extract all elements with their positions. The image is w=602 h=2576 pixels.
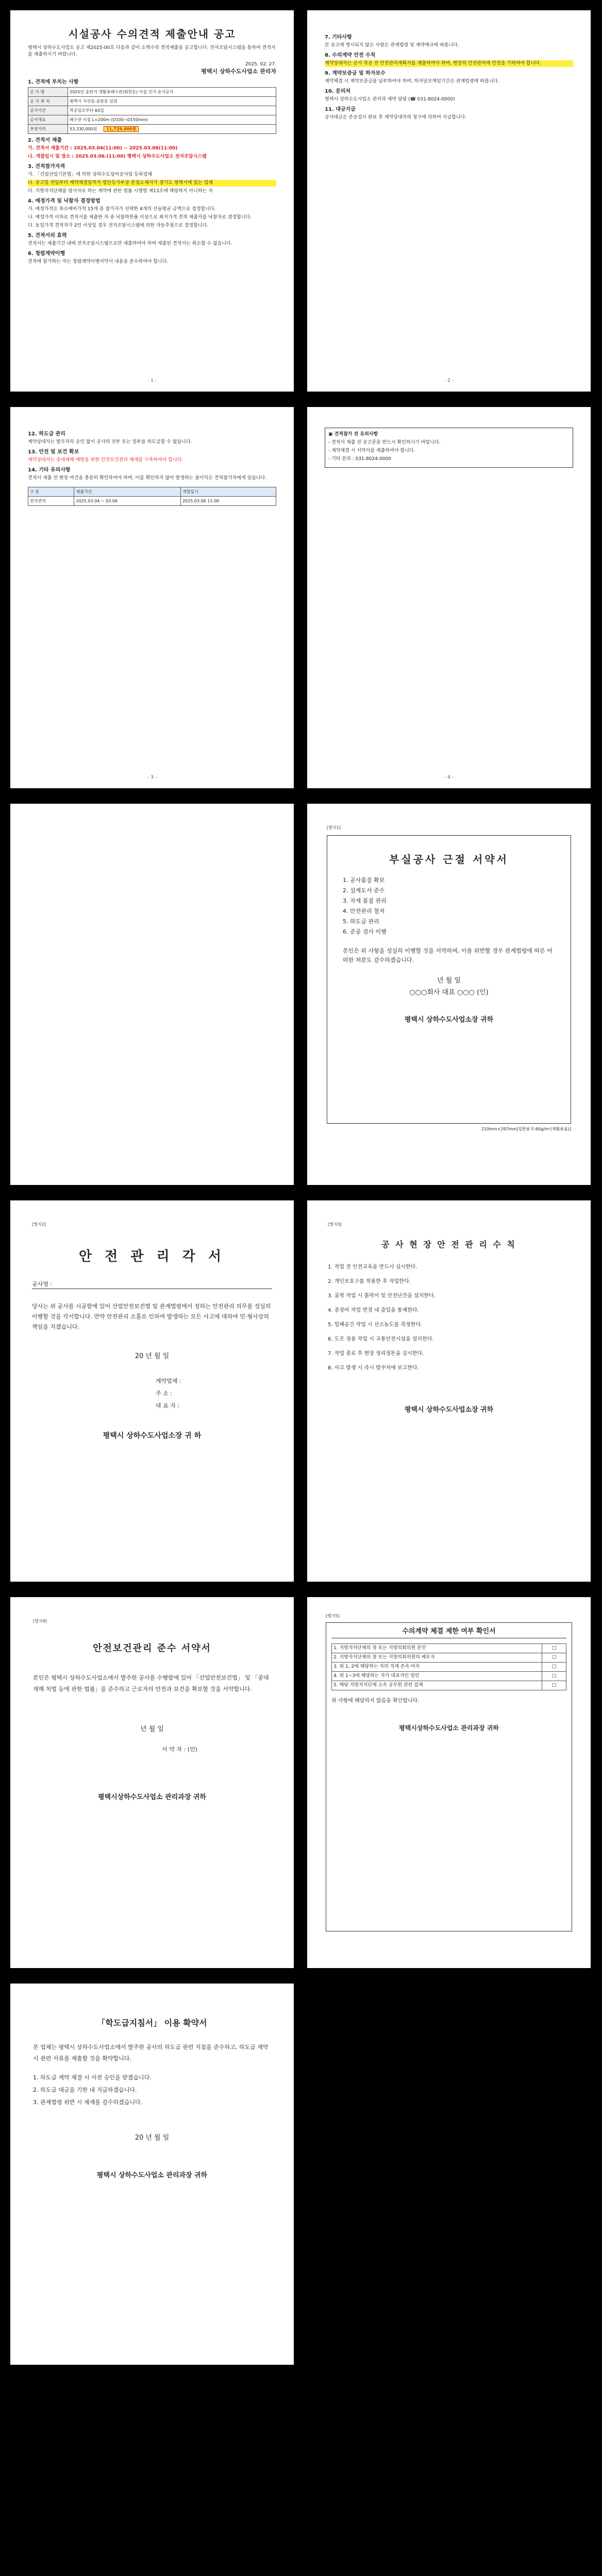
notice-title: 시설공사 수의견적 제출안내 공고 (68, 28, 236, 40)
list-item: 4. 중장비 작업 반경 내 출입을 통제한다. (328, 1308, 419, 1313)
form-label: [별지3] (328, 1222, 342, 1227)
safety-title: 안 전 관 리 각 서 (79, 1249, 225, 1264)
health-text: 본인은 평택시 상하수도사업소에서 발주한 공사를 수행함에 있어 「산업안전보건법」 및 「중대재해 처벌 등에 관한 법률」을 준수하고 근로자의 안전과 보건을 확보할 것을 서약합니다. (33, 1674, 269, 1692)
list-item: 8. 사고 발생 시 즉시 발주처에 보고한다. (328, 1365, 419, 1371)
opening-time: 나. 개찰일시 및 장소 : 2025.03.06.(11:00) 평택시 상하수도사업소 전자조달시스템 (28, 154, 207, 159)
project-table (28, 87, 276, 134)
subcontract-text: 본 업체는 평택시 상하수도사업소에서 발주한 공사의 하도급 관련 지침을 준수하고, 하도급 계약 시 관련 서류를 제출할 것을 확약합니다. (33, 2044, 269, 2062)
form-label: [별지5] (326, 1614, 340, 1618)
safety-recipient: 평택시 상하수도사업소장 귀 하 (103, 1432, 202, 1440)
checklist-table (331, 1643, 566, 1690)
safety-text: 당사는 위 공사를 시공함에 있어 산업안전보건법 및 관계법령에서 정하는 안전관리 의무를 성실히 이행할 것을 각서합니다. 만약 안전관리 소홀로 인하여 발생하는 모든 사고에 대하여 민·형사상의 책임을 지겠습니다. (32, 1303, 271, 1330)
subcontract-recipient: 평택시 상하수도사업소 관리과장 귀하 (96, 2172, 208, 2179)
table-row: 공 사 위 치 평택시 지산동·송탄동 일원 (28, 97, 276, 106)
checkbox[interactable]: □ (542, 1644, 566, 1653)
page-number: - 2 - (444, 378, 454, 383)
list-item: 5. 하도급 관리 (343, 918, 379, 925)
award-line: 다. 동일가격 견적자가 2인 이상일 경우 전자조달시스템에 의한 자동추첨으로 결정합니다. (28, 223, 209, 228)
page-number: - 1 - (147, 378, 157, 383)
health-pledge-page (10, 1597, 294, 1968)
table-row: 추정가격 53,330,000원 11,729,000원 (28, 125, 276, 134)
section-2-heading: 2. 견적서 제출 (28, 138, 62, 143)
payment-line: 공사대금은 준공검사 완료 후 계약상대자의 청구에 의하여 지급합니다. (325, 115, 467, 120)
section-6-heading: 6. 청렴계약이행 (28, 251, 65, 257)
submission-period: 가. 견적서 제출기간 : 2025.03.04(11:00) ~ 2025.03.06(11:00) (28, 146, 178, 151)
checklist-note: 위 사항에 해당하지 않음을 확인합니다. (331, 1698, 420, 1704)
site-rules-title: 공 사 현 장 안 전 관 리 수 칙 (381, 1240, 516, 1249)
table-row: 4. 위 1~3에 해당하는 자가 대표자인 법인 □ (332, 1672, 566, 1681)
notice-page-2 (307, 10, 591, 392)
form-label: [별지4] (33, 1619, 47, 1623)
health-signer: 서 약 자 : (인) (162, 1746, 197, 1753)
table-row: 2. 지방자치단체의 장 또는 지방의회의원의 배우자 □ (332, 1653, 566, 1663)
page-number: - 3 - (147, 775, 157, 780)
estimated-price: 53,330,000원 (70, 127, 97, 131)
section-13-heading: 13. 안전 및 보건 확보 (28, 449, 79, 455)
section-8-heading: 8. 수의계약 안전 수칙 (325, 53, 376, 58)
health-recipient: 평택시상하수도사업소 관리과장 귀하 (98, 1793, 206, 1801)
section-7-heading: 7. 기타사항 (325, 35, 352, 40)
checkbox[interactable]: □ (542, 1681, 566, 1690)
list-item: 7. 작업 종료 후 현장 정리정돈을 실시한다. (328, 1351, 424, 1357)
list-item: 5. 밀폐공간 작업 시 산소농도를 측정한다. (328, 1322, 423, 1328)
list-item: 1. 공사품질 확보 (343, 877, 385, 884)
pledge-title: 부실공사 근절 서약서 (389, 853, 509, 866)
table-row: 공사기간 착공일로부터 60일 (28, 106, 276, 115)
checkbox[interactable]: □ (542, 1672, 566, 1681)
highlighted-price: 11,729,000원 (104, 126, 139, 132)
award-line: 가. 예정가격은 복수예비가격 15개 중 참가자가 선택한 4개의 산술평균 금액으로 결정합니다. (28, 207, 216, 212)
notice-date: 2025. 02. 27. (245, 62, 276, 67)
safety-pledge-page (10, 1200, 294, 1582)
integrity-line: 견적에 참가하는 자는 청렴계약이행서약서 내용을 준수하여야 합니다. (28, 259, 169, 264)
safety-line: 계약상대자는 공사 착공 전 안전관리계획서를 제출하여야 하며, 현장의 안전관리에 만전을 기하여야 합니다. (325, 60, 573, 67)
form-label: [별지2] (32, 1222, 46, 1227)
notice-intro: 평택시 상하수도사업소 공고 제2025-00호 다음과 같이 소액수의 견적제출을 공고합니다. 전자조달시스템을 통하여 견적서를 제출하시기 바랍니다. (28, 45, 276, 57)
table-row: 5. 해당 지방자치단체 소속 공무원 관련 업체 □ (332, 1681, 566, 1690)
poor-construction-pledge-page (10, 804, 294, 1185)
health-line: 계약상대자는 중대재해 예방을 위한 안전보건관리 체계를 구축하여야 합니다. (28, 457, 183, 463)
caution-line: 견적서 제출 전 현장 여건을 충분히 확인하여야 하며, 이를 확인하지 않아 발생하는 불이익은 견적참가자에게 있습니다. (28, 476, 267, 481)
section-1-heading: 1. 견적에 부치는 사항 (28, 79, 79, 85)
contact-line: 평택시 상하수도사업소 관리과 계약 담당 (☎ 031-8024-0000) (325, 97, 455, 102)
notice-page-4 (307, 407, 591, 788)
section-14-heading: 14. 기타 유의사항 (28, 467, 71, 473)
subcontract-pledge-page (10, 1984, 294, 2365)
pledge-signer: ○○○회사 대표 ○○○ (인) (409, 989, 489, 996)
table-row: 구 분 제출기간 개찰일시 (28, 487, 276, 497)
bond-line: 계약체결 시 계약보증금을 납부하여야 하며, 하자담보책임기간은 관계법령에 따릅니다. (325, 79, 499, 84)
section-5-heading: 5. 견적서의 효력 (28, 233, 67, 239)
list-item: 3. 자재 품질 관리 (343, 897, 387, 904)
page-number: - 4 - (444, 775, 454, 780)
qualification-line: 나. 공고일 전일부터 계약체결일까지 법인등기부상 본점소재지가 경기도 평택시에 있는 업체 (28, 180, 276, 187)
list-item: 6. 준공 검사 이행 (343, 928, 387, 935)
notice-page-3 (10, 407, 294, 788)
list-item: 4. 안전관리 철저 (343, 908, 385, 914)
table-row: 3. 위 1, 2에 해당하는 자의 직계 존속·비속 □ (332, 1663, 566, 1672)
checklist-page (307, 1597, 591, 1968)
section-3-heading: 3. 견적참가자격 (28, 164, 65, 170)
qualification-line: 다. 지방자치단체를 당사자로 하는 계약에 관한 법률 시행령 제13조에 해당하지 아니하는 자 (28, 189, 213, 194)
schedule-table (28, 487, 276, 506)
signer-field: 계약업체 : (156, 1378, 181, 1384)
section-9-heading: 9. 계약보증금 및 하자보수 (325, 71, 386, 76)
list-item: 2. 개인보호구를 착용한 후 작업한다. (328, 1279, 411, 1284)
signer-field: 주 소 : (156, 1390, 172, 1397)
list-item: 3. 관계법령 위반 시 제재를 감수하겠습니다. (33, 2099, 143, 2106)
health-date: 년 월 일 (140, 1725, 164, 1733)
subcontract-title: 「학도급지침서」 이용 확약서 (97, 2018, 207, 2028)
list-item: 6. 도로 점용 작업 시 교통안전시설을 설치한다. (328, 1336, 434, 1342)
form-label: [별지1] (327, 825, 341, 830)
list-item: 1. 작업 전 안전교육을 반드시 실시한다. (328, 1264, 417, 1270)
table-row: 공사개요 배수관 이설 L=200m (D100~D150mm) (28, 115, 276, 125)
pledge-text: 본인은 위 사항을 성실히 이행할 것을 서약하며, 이를 위반할 경우 관계법령에 따른 어떠한 처분도 감수하겠습니다. (343, 947, 553, 963)
award-line: 나. 예정가격 이하로 견적서를 제출한 자 중 낙찰하한율 이상으로 최저가격 견적 제출자를 낙찰자로 결정합니다. (28, 215, 252, 220)
list-item: 1. 하도급 계약 체결 시 사전 승인을 받겠습니다. (33, 2074, 152, 2081)
pledge-date: 년 월 일 (437, 977, 461, 985)
site-rules-page (307, 1200, 591, 1582)
section-11-heading: 11. 대금지급 (325, 107, 356, 112)
table-row: 1. 지방자치단체의 장 또는 지방의회의원 본인 □ (332, 1644, 566, 1653)
pledge-form-page (307, 804, 591, 1185)
notice-box: ▣ 견적참가 전 유의사항 - 견적서 제출 전 공고문을 반드시 확인하시기 바랍니다. - 계약체결 시 서약서를 제출하여야 합니다. - 기타 문의 : 031-8024-0000 (325, 428, 573, 468)
checkbox[interactable]: □ (542, 1653, 566, 1663)
table-row: 전자견적 2025.03.04 ~ 03.06 2025.03.06 11:00 (28, 497, 276, 506)
pledge-recipient: 평택시 상하수도사업소장 귀하 (404, 1016, 494, 1024)
section-4-heading: 4. 예정가격 및 낙찰자 결정방법 (28, 198, 101, 204)
checklist-title: 수의계약 체결 제한 여부 확인서 (331, 1628, 566, 1638)
checklist-recipient: 평택시상하수도사업소 관리과장 귀하 (399, 1724, 499, 1732)
subcontract-line: 계약상대자는 발주자의 승인 없이 공사의 전부 또는 일부를 하도급할 수 없습니다. (28, 439, 192, 445)
notice-page-1 (10, 10, 294, 392)
project-name-field: 공사명 : (32, 1281, 272, 1289)
list-item: 3. 굴착 작업 시 흙막이 및 안전난간을 설치한다. (328, 1293, 436, 1299)
misc-line: 본 공고에 명시되지 않은 사항은 관계법령 및 계약예규에 따릅니다. (325, 43, 459, 48)
list-item: 2. 설계도서 준수 (343, 887, 385, 894)
safety-date: 20 년 월 일 (135, 1352, 170, 1360)
site-rules-recipient: 평택시 상하수도사업소장 귀하 (404, 1406, 494, 1414)
subcontract-date: 20 년 월 일 (135, 2134, 170, 2142)
table-row: 공 사 명 2025년 송탄지 생활용배수관(퇴한등) 이설 인가 유지공사 (28, 88, 276, 97)
paper-size-caption: 210mm×297mm[일반용지 60g/m²(재활용품)] (481, 1127, 571, 1131)
signer-field: 대 표 자 : (156, 1402, 180, 1409)
section-12-heading: 12. 하도급 관리 (28, 431, 65, 437)
qualification-line: 가. 「건설산업기본법」에 의한 상하수도설비공사업 등록업체 (28, 172, 152, 177)
list-item: 2. 하도급 대금을 기한 내 지급하겠습니다. (33, 2087, 137, 2093)
checkbox[interactable]: □ (542, 1663, 566, 1672)
section-10-heading: 10. 문의처 (325, 89, 351, 94)
health-title: 안전보건관리 준수 서약서 (93, 1643, 211, 1654)
validity-line: 견적서는 제출기간 내에 전자조달시스템으로만 제출하여야 하며 제출된 견적서는 취소할 수 없습니다. (28, 241, 232, 246)
notice-issuer: 평택시 상하수도사업소 관리자 (201, 68, 276, 75)
